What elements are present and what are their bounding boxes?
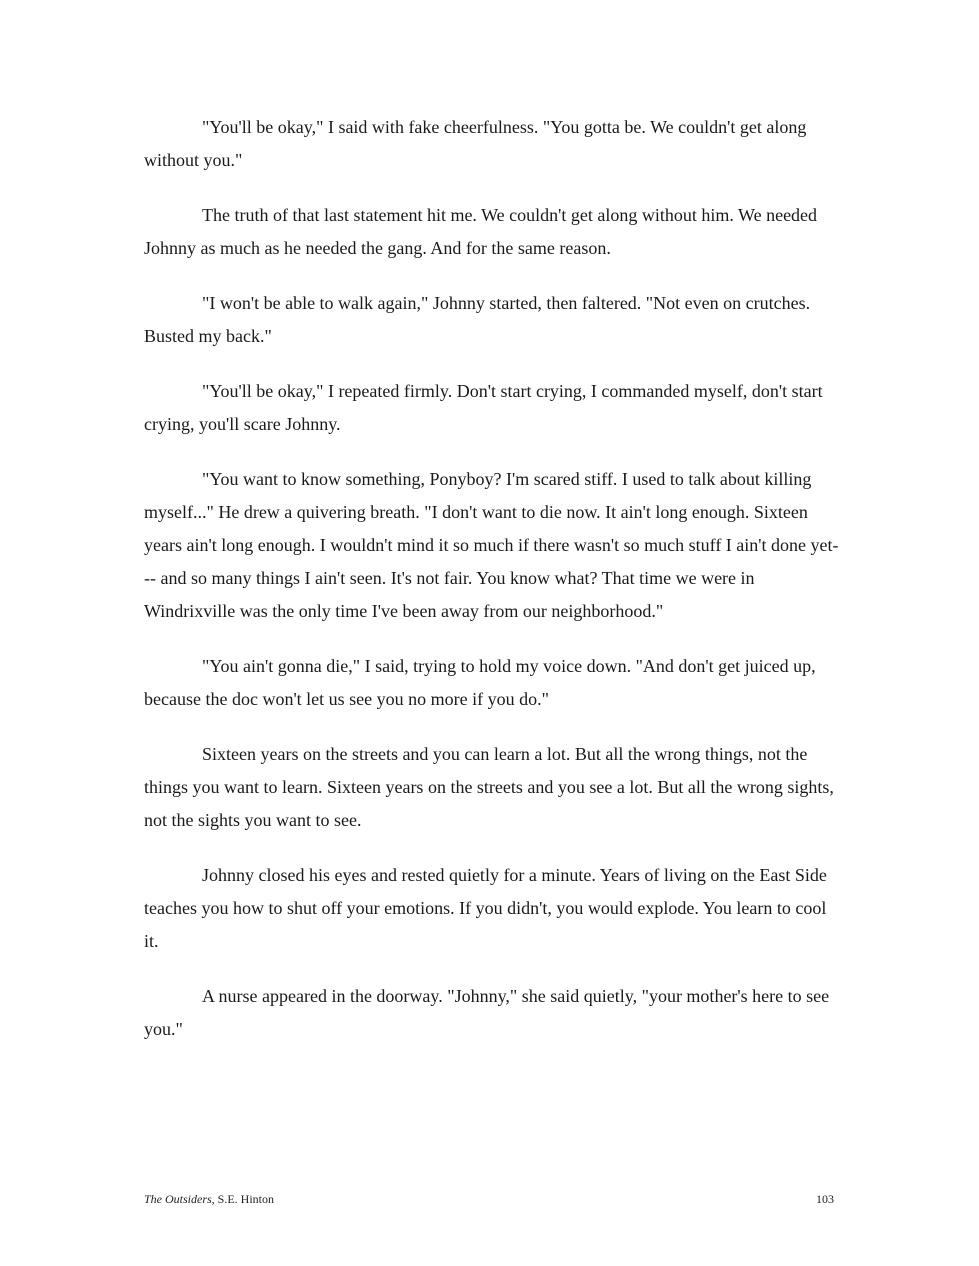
paragraph: "You'll be okay," I repeated firmly. Don't start crying, I commanded myself, don't start crying, you'll scare Johnny. [144, 381, 823, 434]
footer-book-title: The Outsiders [144, 1192, 212, 1206]
page-footer [144, 1192, 834, 1212]
footer-author: , S.E. Hinton [211, 1192, 275, 1206]
paragraph: Johnny closed his eyes and rested quietly for a minute. Years of living on the East Side teaches you how to shut off your emotions. If you didn't, you would explode. You learn to cool it. [144, 865, 827, 951]
paragraph: Sixteen years on the streets and you can learn a lot. But all the wrong things, not the things you want to learn. Sixteen years on the streets and you see a lot. But all the wrong sights, not the sights you want to see. [144, 744, 834, 830]
paragraph: "You'll be okay," I said with fake cheerfulness. "You gotta be. We couldn't get along without you." [144, 117, 807, 170]
body-text [144, 111, 839, 1068]
paragraph: The truth of that last statement hit me. We couldn't get along without him. We needed Johnny as much as he needed the gang. And for the same reason. [144, 205, 818, 258]
paragraph: "I won't be able to walk again," Johnny started, then faltered. "Not even on crutches. Busted my back." [144, 293, 811, 346]
paragraph: "You ain't gonna die," I said, trying to hold my voice down. "And don't get juiced up, because the doc won't let us see you no more if you do." [144, 656, 816, 709]
paragraph: "You want to know something, Ponyboy? I'm scared stiff. I used to talk about killing myself..." He drew a quivering breath. "I don't want to die now. It ain't long enough. Sixteen years ain't long enough. I wouldn't mind it so much if there wasn't so much stuff I ain't done yet--- and so many things I ain't seen. It's not fair. You know what? That time we were in Windrixville was the only time I've been away from our neighborhood." [144, 469, 839, 621]
page-number: 103 [816, 1192, 834, 1206]
paragraph: A nurse appeared in the doorway. "Johnny," she said quietly, "your mother's here to see you." [144, 986, 830, 1039]
footer-citation [144, 1192, 274, 1207]
